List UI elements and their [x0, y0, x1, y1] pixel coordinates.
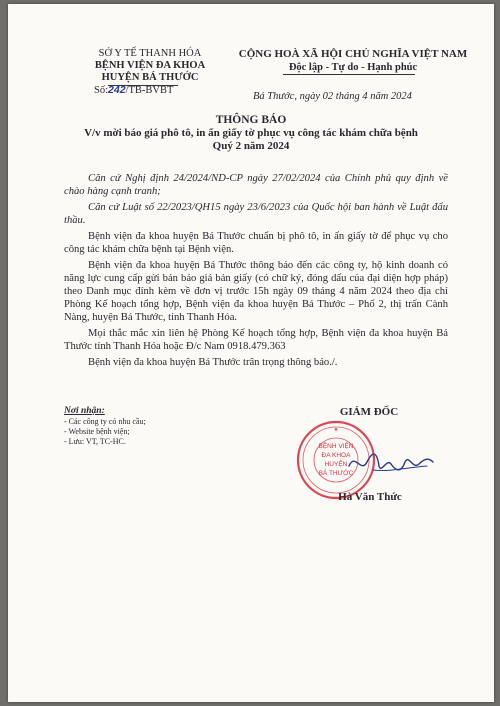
document-body [64, 172, 448, 372]
doc-number-prefix: Số: [94, 85, 109, 96]
svg-text:HUYỆN: HUYỆN [324, 461, 348, 468]
issuer-header [60, 48, 240, 97]
body-paragraph-4: Bệnh viện đa khoa huyện Bá Thước trân trọng thông báo./. [88, 357, 338, 368]
svg-text:ĐA KHOA: ĐA KHOA [321, 452, 351, 459]
issuer-underline [108, 85, 178, 86]
recipients-block [64, 406, 244, 447]
issuer-district: HUYỆN BÁ THƯỚC [101, 72, 199, 83]
body-paragraph-3: Mọi thắc mắc xin liên hệ Phòng Kế hoạch tổng hợp, Bệnh viện đa khoa huyện Bá Thước tỉnh Thanh Hóa hoặc Đ/c Nam 0918.479.363 [64, 328, 448, 352]
svg-text:BỆNH VIỆN: BỆNH VIỆN [318, 443, 354, 450]
svg-text:★: ★ [333, 427, 339, 433]
body-paragraph-1: Bệnh viện đa khoa huyện Bá Thước chuẩn bị phô tô, in ấn giấy tờ để phục vụ cho công tác khám chữa bệnh tại Bệnh viện. [64, 231, 448, 255]
motto-underline [283, 74, 415, 75]
national-header [222, 48, 484, 74]
body-paragraph-2: Bệnh viện đa khoa huyện Bá Thước thông báo đến các công ty, hộ kinh doanh có năng lực cung cấp gửi bản báo giá bản giấy (có chữ ký, đóng dấu của đại diện hợp pháp) theo Danh mục đính kèm về đơn vị trước 15h ngày 09 tháng 4 năm 2024 theo địa chỉ Phòng Kế hoạch tổng hợp, Bệnh viện đa khoa huyện Bá Thước – Phố 2, thị trấn Cành Nàng, huyện Bá Thước, tỉnh Thanh Hóa. [64, 260, 448, 323]
doc-number-suffix: /TB-BVBT [125, 85, 174, 96]
document-title: THÔNG BÁO [215, 114, 287, 126]
national-motto: Độc lập - Tự do - Hạnh phúc [288, 62, 418, 73]
svg-text:BÁ THƯỚC: BÁ THƯỚC [318, 470, 354, 477]
legal-basis-1: Căn cứ Nghị định 24/2024/ND-CP ngày 27/02/2024 của Chính phủ quy định về chào hàng cạnh tranh; [64, 173, 448, 197]
legal-basis-2: Căn cứ Luật số 22/2023/QH15 ngày 23/6/2023 của Quốc hội ban hành về Luật đấu thầu. [64, 202, 448, 226]
recipient-item: - Website bệnh viện; [64, 427, 130, 436]
recipients-heading: Nơi nhận: [64, 406, 105, 416]
issuer-department: SỞ Y TẾ THANH HÓA [98, 48, 202, 59]
document-quarter: Quý 2 năm 2024 [212, 140, 290, 152]
issuer-hospital: BỆNH VIỆN ĐA KHOA [94, 60, 206, 71]
recipient-item: - Các công ty có nhu cầu; [64, 417, 146, 426]
document-page [8, 4, 494, 702]
national-name: CỘNG HOÀ XÃ HỘI CHỦ NGHĨA VIỆT NAM [238, 48, 468, 60]
handwritten-signature [343, 444, 438, 484]
recipient-item: - Lưu: VT, TC-HC. [64, 437, 126, 446]
signer-name: Hà Văn Thức [338, 491, 402, 503]
document-subject: V/v mời báo giá phô tô, in ấn giấy tờ phục vụ công tác khám chữa bệnh [84, 127, 418, 139]
document-date: Bá Thước, ngày 02 tháng 4 năm 2024 [253, 91, 412, 102]
document-title-block [8, 114, 494, 153]
doc-number-handwritten: 242 [108, 84, 126, 96]
signer-title: GIÁM ĐỐC [339, 406, 399, 418]
